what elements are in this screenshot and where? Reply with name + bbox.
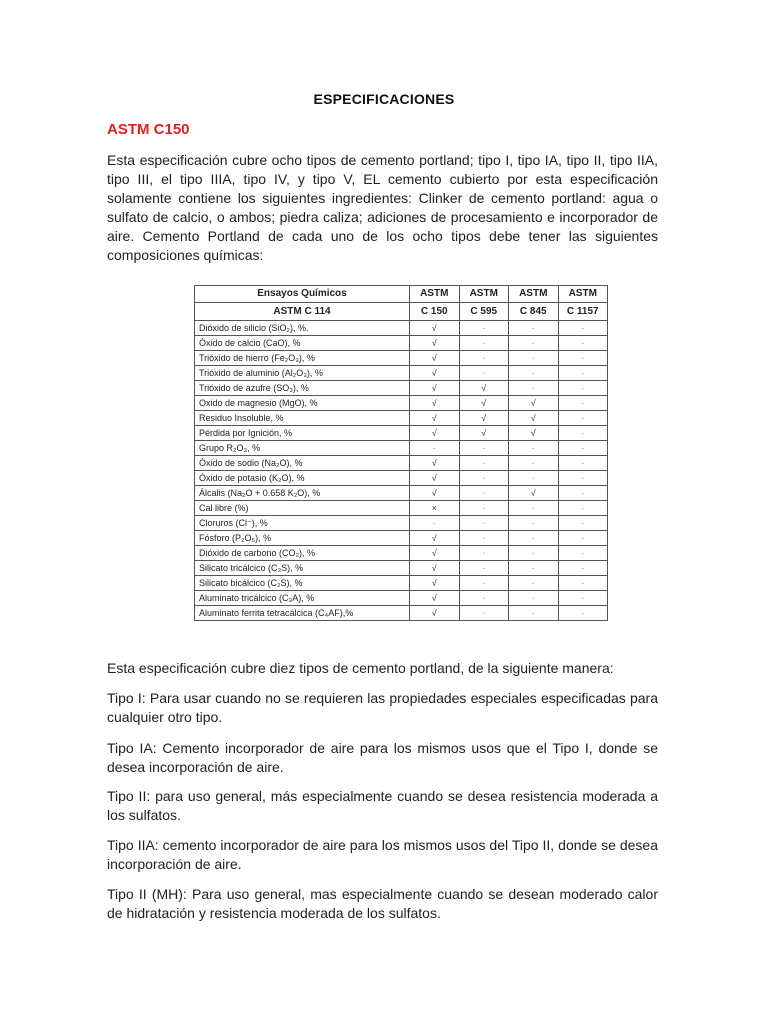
section-heading: ASTM C150 xyxy=(107,121,190,138)
mark-cell-c150: √ xyxy=(410,606,460,621)
mark-cell-c150: √ xyxy=(410,351,460,366)
header-cell: C 1157 xyxy=(558,303,608,321)
header-cell: ASTM xyxy=(558,286,608,303)
mark-cell-c845: - xyxy=(509,576,559,591)
mark-cell-c595: - xyxy=(459,546,509,561)
mark-cell-c1157: - xyxy=(558,591,608,606)
type-paragraph: Tipo II (MH): Para uso general, mas especialmente cuando se desean moderado calor de hidratación y resistencia moderada de los sulfatos. xyxy=(107,886,658,921)
chemical-tests-table xyxy=(194,285,608,621)
type-paragraph: Tipo IIA: cemento incorporador de aire para los mismos usos del Tipo II, donde se desea incorporación de aire. xyxy=(107,837,658,872)
mark-cell-c595: - xyxy=(459,321,509,336)
row-label: Pérdida por Ignición, % xyxy=(195,426,410,441)
mark-cell-c150: √ xyxy=(410,531,460,546)
mark-cell-c845: - xyxy=(509,351,559,366)
mark-cell-c1157: - xyxy=(558,486,608,501)
mark-cell-c595: - xyxy=(459,591,509,606)
mark-cell-c595: - xyxy=(459,351,509,366)
mark-cell-c1157: - xyxy=(558,396,608,411)
mark-cell-c1157: - xyxy=(558,441,608,456)
mark-cell-c595: √ xyxy=(459,411,509,426)
mark-cell-c595: - xyxy=(459,336,509,351)
mark-cell-c150: √ xyxy=(410,591,460,606)
document-title: ESPECIFICACIONES xyxy=(313,91,455,107)
mark-cell-c595: - xyxy=(459,531,509,546)
mark-cell-c845: - xyxy=(509,381,559,396)
table-row xyxy=(195,486,608,501)
row-label: Trióxido de hierro (Fe₂O₃), % xyxy=(195,351,410,366)
type-paragraph: Tipo II: para uso general, más especialmente cuando se desea resistencia moderada a los sulfatos. xyxy=(107,788,658,823)
mark-cell-c150: - xyxy=(410,516,460,531)
table-row xyxy=(195,591,608,606)
mark-cell-c1157: - xyxy=(558,381,608,396)
mark-cell-c595: - xyxy=(459,486,509,501)
mark-cell-c1157: - xyxy=(558,576,608,591)
mark-cell-c595: - xyxy=(459,516,509,531)
mark-cell-c845: - xyxy=(509,471,559,486)
row-label: Óxido de sodio (Na₂O), % xyxy=(195,456,410,471)
header-cell: ASTM xyxy=(410,286,460,303)
mark-cell-c845: - xyxy=(509,561,559,576)
mark-cell-c595: - xyxy=(459,366,509,381)
table-row xyxy=(195,366,608,381)
mark-cell-c595: - xyxy=(459,606,509,621)
mark-cell-c150: √ xyxy=(410,486,460,501)
table-row xyxy=(195,336,608,351)
mark-cell-c845: √ xyxy=(509,486,559,501)
row-label: Trióxido de azufre (SO₃), % xyxy=(195,381,410,396)
mark-cell-c150: √ xyxy=(410,366,460,381)
table-row xyxy=(195,381,608,396)
header-cell: C 150 xyxy=(410,303,460,321)
mark-cell-c845: - xyxy=(509,501,559,516)
row-label: Óxido de potasio (K₂O), % xyxy=(195,471,410,486)
table-row xyxy=(195,456,608,471)
mark-cell-c595: - xyxy=(459,561,509,576)
table-row xyxy=(195,471,608,486)
intro-paragraph: Esta especificación cubre ocho tipos de cemento portland; tipo I, tipo IA, tipo II, tipo IIA, tipo III, el tipo IIIA, tipo IV, y tipo V, EL cemento cubierto por esta especificación solamente contiene los siguientes ingredientes: Clinker de cemento portland: agua o sulfato de calcio, o ambos; piedra caliza; adiciones de procesamiento e incorporador de aire. Cemento Portland de cada uno de los ocho tipos debe tener las siguientes composiciones químicas: xyxy=(107,152,658,263)
mark-cell-c1157: - xyxy=(558,411,608,426)
table-row xyxy=(195,426,608,441)
mark-cell-c1157: - xyxy=(558,606,608,621)
mark-cell-c595: - xyxy=(459,441,509,456)
table-header-row-2 xyxy=(195,303,608,321)
mark-cell-c595: √ xyxy=(459,396,509,411)
mark-cell-c150: √ xyxy=(410,321,460,336)
mark-cell-c150: √ xyxy=(410,336,460,351)
mark-cell-c150: √ xyxy=(410,381,460,396)
mark-cell-c845: - xyxy=(509,546,559,561)
mark-cell-c845: - xyxy=(509,516,559,531)
mark-cell-c150: √ xyxy=(410,576,460,591)
row-label: Fósforo (P₂O₅), % xyxy=(195,531,410,546)
mark-cell-c845: √ xyxy=(509,426,559,441)
table-row xyxy=(195,441,608,456)
mark-cell-c1157: - xyxy=(558,561,608,576)
header-cell: ASTM C 114 xyxy=(195,303,410,321)
header-cell: ASTM xyxy=(459,286,509,303)
table-header-row-1 xyxy=(195,286,608,303)
mark-cell-c845: - xyxy=(509,531,559,546)
mark-cell-c150: √ xyxy=(410,471,460,486)
row-label: Trióxido de aluminio (Al₂O₃), % xyxy=(195,366,410,381)
mark-cell-c845: - xyxy=(509,606,559,621)
row-label: Aluminato tricálcico (C₃A), % xyxy=(195,591,410,606)
table-row xyxy=(195,576,608,591)
mark-cell-c1157: - xyxy=(558,501,608,516)
mark-cell-c845: - xyxy=(509,321,559,336)
row-label: Álcalis (Na₂O + 0.658 K₂O), % xyxy=(195,486,410,501)
header-cell: Ensayos Químicos xyxy=(195,286,410,303)
mark-cell-c150: × xyxy=(410,501,460,516)
row-label: Residuo Insoluble, % xyxy=(195,411,410,426)
mark-cell-c1157: - xyxy=(558,516,608,531)
row-label: Dióxido de carbono (CO₂), % xyxy=(195,546,410,561)
mark-cell-c150: √ xyxy=(410,546,460,561)
row-label: Cal libre (%) xyxy=(195,501,410,516)
table-row xyxy=(195,561,608,576)
mark-cell-c150: √ xyxy=(410,411,460,426)
type-paragraph: Tipo IA: Cemento incorporador de aire para los mismos usos que el Tipo I, donde se desea incorporación de aire. xyxy=(107,740,658,775)
row-label: Silicato tricálcico (C₃S), % xyxy=(195,561,410,576)
table-body xyxy=(195,321,608,621)
mark-cell-c150: √ xyxy=(410,456,460,471)
mark-cell-c845: - xyxy=(509,456,559,471)
chemical-tests-table-wrapper xyxy=(194,285,607,621)
row-label: Óxido de calcio (CaO), % xyxy=(195,336,410,351)
mark-cell-c845: - xyxy=(509,336,559,351)
table-row xyxy=(195,501,608,516)
mark-cell-c150: - xyxy=(410,441,460,456)
table-row xyxy=(195,396,608,411)
mark-cell-c150: √ xyxy=(410,426,460,441)
mark-cell-c595: - xyxy=(459,501,509,516)
row-label: Dióxido de silicio (SiO₂), %. xyxy=(195,321,410,336)
mark-cell-c595: - xyxy=(459,576,509,591)
mark-cell-c595: √ xyxy=(459,381,509,396)
row-label: Silicato bicálcico (C₂S), % xyxy=(195,576,410,591)
mark-cell-c1157: - xyxy=(558,426,608,441)
type-paragraph: Tipo I: Para usar cuando no se requieren las propiedades especiales especificadas para cualquier otro tipo. xyxy=(107,690,658,725)
row-label: Grupo R₂O₃, % xyxy=(195,441,410,456)
table-row xyxy=(195,531,608,546)
mark-cell-c150: √ xyxy=(410,396,460,411)
table-row xyxy=(195,516,608,531)
mark-cell-c845: - xyxy=(509,591,559,606)
row-label: Aluminato ferrita tetracálcica (C₄AF),% xyxy=(195,606,410,621)
mark-cell-c845: - xyxy=(509,441,559,456)
mark-cell-c1157: - xyxy=(558,531,608,546)
mark-cell-c1157: - xyxy=(558,351,608,366)
mark-cell-c1157: - xyxy=(558,321,608,336)
header-cell: C 845 xyxy=(509,303,559,321)
mark-cell-c845: - xyxy=(509,366,559,381)
mark-cell-c595: √ xyxy=(459,426,509,441)
mark-cell-c845: √ xyxy=(509,396,559,411)
table-row xyxy=(195,606,608,621)
header-cell: ASTM xyxy=(509,286,559,303)
table-row xyxy=(195,546,608,561)
mark-cell-c150: √ xyxy=(410,561,460,576)
table-row xyxy=(195,321,608,336)
mark-cell-c1157: - xyxy=(558,366,608,381)
header-cell: C 595 xyxy=(459,303,509,321)
table-row xyxy=(195,351,608,366)
mark-cell-c595: - xyxy=(459,471,509,486)
mark-cell-c1157: - xyxy=(558,456,608,471)
row-label: Oxido de magnesio (MgO), % xyxy=(195,396,410,411)
mark-cell-c1157: - xyxy=(558,336,608,351)
table-row xyxy=(195,411,608,426)
mark-cell-c845: √ xyxy=(509,411,559,426)
mark-cell-c595: - xyxy=(459,456,509,471)
row-label: Cloruros (Cl⁻), % xyxy=(195,516,410,531)
types-intro-paragraph: Esta especificación cubre diez tipos de cemento portland, de la siguiente manera: xyxy=(107,660,614,676)
mark-cell-c1157: - xyxy=(558,471,608,486)
mark-cell-c1157: - xyxy=(558,546,608,561)
